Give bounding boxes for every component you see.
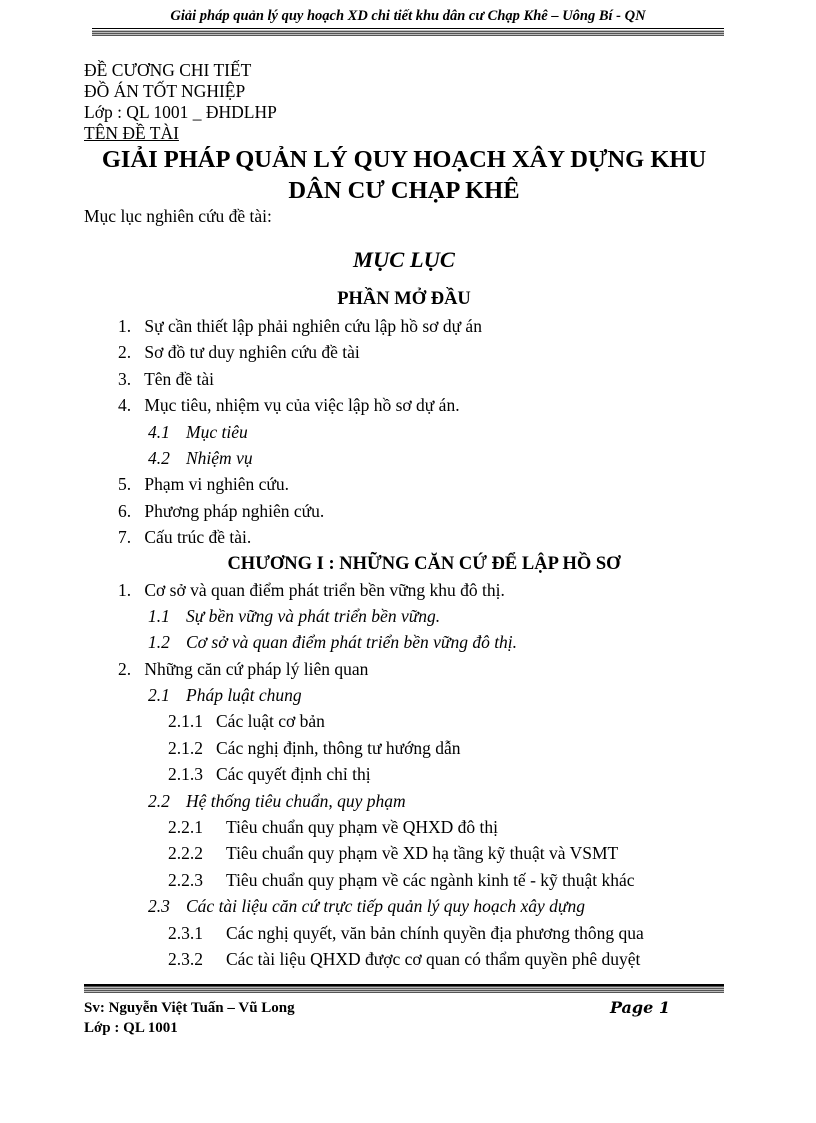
toc-title: MỤC LỤC	[353, 247, 455, 272]
topic-label: TÊN ĐỀ TÀI	[84, 123, 179, 143]
toc-item: 1. Sự cần thiết lập phải nghiên cứu lập hồ sơ dự án	[118, 316, 482, 336]
title-line-2: DÂN CƯ CHẠP KHÊ	[288, 177, 520, 204]
toc-item: 1. Cơ sở và quan điểm phát triển bền vững khu đô thị.	[118, 579, 505, 600]
project-label: ĐỒ ÁN TỐT NGHIỆP	[84, 81, 246, 101]
header-rule	[92, 30, 724, 36]
footer-info	[84, 998, 295, 1038]
toc-subsubitem: 2.1.1 Các luật cơ bản	[168, 711, 325, 732]
toc-subsubitem: 2.1.2 Các nghị định, thông tư hướng dẫn	[168, 737, 461, 758]
class-label: Lớp : QL 1001 _ ĐHDLHP	[84, 102, 277, 122]
page-number: Page 1	[609, 998, 670, 1017]
toc-item: 4. Mục tiêu, nhiệm vụ của việc lập hồ sơ dự án.	[118, 395, 460, 416]
toc-subitem: 4.1 Mục tiêu	[148, 421, 248, 442]
toc-subsubitem: 2.2.2 Tiêu chuẩn quy phạm về XD hạ tầng kỹ thuật và VSMT	[168, 843, 619, 864]
intro-text: Mục lục nghiên cứu đề tài:	[84, 206, 272, 226]
toc-subsubitem: 2.3.1 Các nghị quyết, văn bản chính quyền địa phương thông qua	[168, 922, 644, 943]
footer-class: Lớp : QL 1001	[84, 1020, 178, 1036]
toc-subitem: 1.1 Sự bền vững và phát triển bền vững.	[148, 605, 441, 626]
toc-subsubitem: 2.2.3 Tiêu chuẩn quy phạm về các ngành kinh tế - kỹ thuật khác	[168, 869, 635, 890]
outline-label: ĐỀ CƯƠNG CHI TIẾT	[84, 60, 252, 80]
title-line-1: GIẢI PHÁP QUẢN LÝ QUY HOẠCH XÂY DỰNG KHU	[101, 146, 707, 173]
toc-subsubitem: 2.2.1 Tiêu chuẩn quy phạm về QHXD đô thị	[168, 817, 499, 838]
toc-subsubitem: 2.3.2 Các tài liệu QHXD được cơ quan có thẩm quyền phê duyệt	[168, 948, 641, 969]
toc-subsubitem: 2.1.3 Các quyết định chỉ thị	[168, 764, 371, 785]
footer-rule	[84, 986, 724, 993]
toc-subitem: 2.2 Hệ thống tiêu chuẩn, quy phạm	[148, 790, 406, 811]
chapter-heading: CHƯƠNG I : NHỮNG CĂN CỨ ĐỂ LẬP HỒ SƠ	[227, 553, 621, 574]
toc-subitem: 2.1 Pháp luật chung	[148, 685, 302, 706]
footer-students: Sv: Nguyễn Việt Tuấn – Vũ Long	[84, 1000, 295, 1016]
toc-subitem: 4.2 Nhiệm vụ	[148, 447, 253, 468]
toc-item: 7. Cấu trúc đề tài.	[118, 527, 252, 548]
toc-subitem: 1.2 Cơ sở và quan điểm phát triển bền vững đô thị.	[148, 632, 518, 653]
opening-list	[84, 313, 724, 551]
document-title	[84, 144, 724, 206]
page-body	[84, 60, 724, 972]
running-header: Giải pháp quản lý quy hoạch XD chi tiết khu dân cư Chạp Khê – Uông Bí - QN	[170, 8, 646, 24]
toc-item: 5. Phạm vi nghiên cứu.	[118, 474, 289, 495]
toc-item: 2. Những căn cứ pháp lý liên quan	[118, 658, 369, 679]
chapter-list	[84, 577, 724, 973]
toc-item: 3. Tên đề tài	[118, 368, 215, 389]
toc-item: 2. Sơ đồ tư duy nghiên cứu đề tài	[118, 342, 360, 363]
toc-item: 6. Phương pháp nghiên cứu.	[118, 500, 325, 521]
toc-subitem: 2.3 Các tài liệu căn cứ trực tiếp quản lý quy hoạch xây dựng	[148, 896, 585, 917]
opening-heading: PHẦN MỞ ĐẦU	[337, 289, 471, 309]
